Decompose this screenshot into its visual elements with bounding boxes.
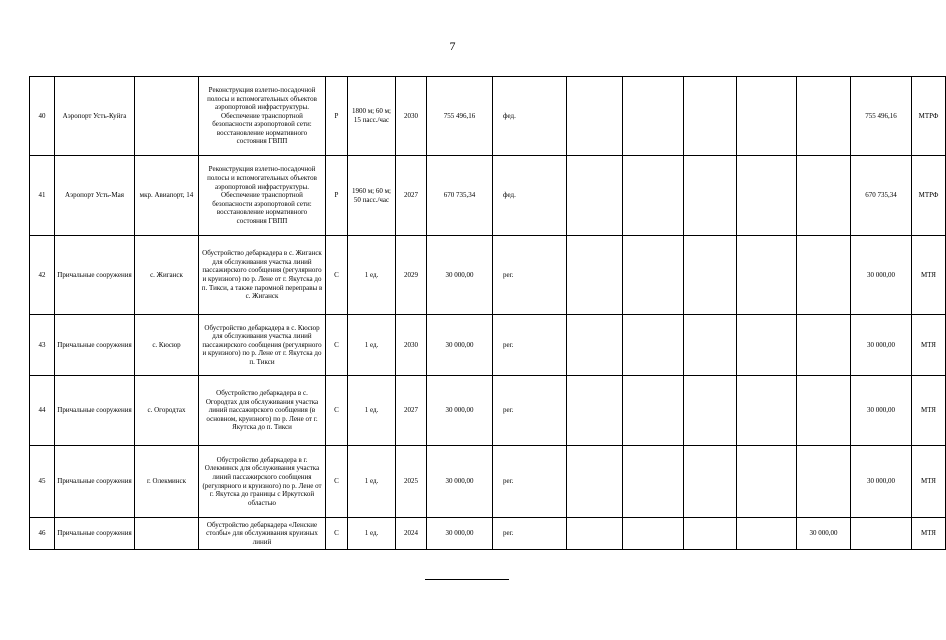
capacity-cell: 1800 м; 60 м; 15 пасс./час [348,77,396,156]
funding-column-d-cell [737,446,797,518]
funding-column-e-cell [797,446,851,518]
funding-column-c-cell [684,518,737,550]
funding-column-c-cell [684,446,737,518]
description-cell: Реконструкция взлетно-посадочной полосы и вспомогательных объектов аэропортовой инфраструктуры. Обеспечение транспортной безопасности аэропортовой сети: восстановление нормативного состояния ГВПП [199,77,326,156]
funding-column-e-cell [797,77,851,156]
capacity-cell: 1 ед. [348,518,396,550]
funding-column-e-cell: 30 000,00 [797,518,851,550]
funding-total-cell: 30 000,00 [851,315,912,376]
capacity-cell: 1 ед. [348,376,396,446]
work-type-cell: С [326,518,348,550]
funding-source-cell: рег. [493,376,567,446]
footnote-rule [425,579,509,580]
location-cell [135,518,199,550]
funding-total-cell: 755 496,16 [851,77,912,156]
funding-column-a-cell [567,236,623,315]
funding-column-b-cell [623,156,684,236]
funding-source-cell: фед. [493,77,567,156]
location-cell: мкр. Авиапорт, 14 [135,156,199,236]
funding-column-d-cell [737,236,797,315]
year-cell: 2024 [396,518,427,550]
object-name-cell: Аэропорт Усть-Куйга [55,77,135,156]
funding-column-e-cell [797,376,851,446]
row-number-cell: 44 [30,376,55,446]
description-cell: Реконструкция взлетно-посадочной полосы и вспомогательных объектов аэропортовой инфраструктуры. Обеспечение транспортной безопасности аэропортовой сети: восстановление нормативного состояния ГВПП [199,156,326,236]
table-row [30,236,946,315]
object-name-cell: Причальные сооружения [55,376,135,446]
location-cell [135,77,199,156]
funding-column-e-cell [797,156,851,236]
funding-column-a-cell [567,77,623,156]
cost-cell: 30 000,00 [427,518,493,550]
cost-cell: 755 496,16 [427,77,493,156]
funding-source-cell: фед. [493,156,567,236]
year-cell: 2025 [396,446,427,518]
table-row [30,376,946,446]
object-name-cell: Аэропорт Усть-Мая [55,156,135,236]
row-number-cell: 42 [30,236,55,315]
year-cell: 2029 [396,236,427,315]
year-cell: 2027 [396,156,427,236]
funding-source-cell: рег. [493,446,567,518]
row-number-cell: 41 [30,156,55,236]
funding-column-d-cell [737,518,797,550]
cost-cell: 30 000,00 [427,446,493,518]
funding-total-cell: 30 000,00 [851,376,912,446]
work-type-cell: Р [326,156,348,236]
location-cell: с. Кюсюр [135,315,199,376]
funding-total-cell: 30 000,00 [851,446,912,518]
row-number-cell: 45 [30,446,55,518]
funding-column-d-cell [737,315,797,376]
funding-column-b-cell [623,236,684,315]
page-number: 7 [449,39,456,53]
table-row [30,518,946,550]
object-name-cell: Причальные сооружения [55,518,135,550]
funding-column-a-cell [567,518,623,550]
responsible-agency-cell: МТЯ [912,315,946,376]
work-type-cell: С [326,446,348,518]
investment-projects-table [29,76,946,550]
work-type-cell: С [326,376,348,446]
funding-column-a-cell [567,446,623,518]
funding-column-d-cell [737,77,797,156]
object-name-cell: Причальные сооружения [55,315,135,376]
responsible-agency-cell: МТЯ [912,518,946,550]
responsible-agency-cell: МТЯ [912,446,946,518]
funding-total-cell: 670 735,34 [851,156,912,236]
funding-column-a-cell [567,376,623,446]
funding-column-d-cell [737,376,797,446]
location-cell: г. Олекминск [135,446,199,518]
cost-cell: 30 000,00 [427,315,493,376]
funding-column-d-cell [737,156,797,236]
funding-column-c-cell [684,376,737,446]
funding-column-e-cell [797,236,851,315]
year-cell: 2030 [396,77,427,156]
location-cell: с. Жиганск [135,236,199,315]
funding-column-c-cell [684,77,737,156]
responsible-agency-cell: МТРФ [912,156,946,236]
funding-column-c-cell [684,315,737,376]
cost-cell: 30 000,00 [427,236,493,315]
row-number-cell: 43 [30,315,55,376]
funding-source-cell: рег. [493,315,567,376]
funding-column-b-cell [623,315,684,376]
year-cell: 2027 [396,376,427,446]
table-row [30,156,946,236]
table-row [30,446,946,518]
row-number-cell: 46 [30,518,55,550]
funding-column-c-cell [684,156,737,236]
funding-source-cell: рег. [493,518,567,550]
funding-column-e-cell [797,315,851,376]
funding-column-c-cell [684,236,737,315]
funding-source-cell: рег. [493,236,567,315]
capacity-cell: 1 ед. [348,315,396,376]
responsible-agency-cell: МТЯ [912,236,946,315]
work-type-cell: С [326,315,348,376]
capacity-cell: 1 ед. [348,236,396,315]
object-name-cell: Причальные сооружения [55,236,135,315]
funding-column-b-cell [623,77,684,156]
description-cell: Обустройство дебаркадера в с. Жиганск для обслуживания участка линий пассажирского сообщения (регулярного и круизного) по р. Лене от г. Якутска до п. Тикси, а также паромной переправы в с. Жиганск [199,236,326,315]
object-name-cell: Причальные сооружения [55,446,135,518]
year-cell: 2030 [396,315,427,376]
cost-cell: 670 735,34 [427,156,493,236]
location-cell: с. Огородтах [135,376,199,446]
table-row [30,77,946,156]
description-cell: Обустройство дебаркадера «Ленские столбы» для обслуживания круизных линий [199,518,326,550]
funding-total-cell [851,518,912,550]
table-row [30,315,946,376]
funding-column-b-cell [623,518,684,550]
funding-column-b-cell [623,376,684,446]
work-type-cell: С [326,236,348,315]
funding-column-a-cell [567,156,623,236]
description-cell: Обустройство дебаркадера в г. Олекминск для обслуживания участка линий пассажирского сообщения (регулярного и круизного) по р. Лене от г. Якутска до границы с Иркутской областью [199,446,326,518]
row-number-cell: 40 [30,77,55,156]
work-type-cell: Р [326,77,348,156]
capacity-cell: 1960 м; 60 м; 50 пасс./час [348,156,396,236]
responsible-agency-cell: МТРФ [912,77,946,156]
cost-cell: 30 000,00 [427,376,493,446]
funding-total-cell: 30 000,00 [851,236,912,315]
description-cell: Обустройство дебаркадера в с. Кюсюр для обслуживания участка линий пассажирского сообщения (регулярного и круизного) по р. Лене от г. Якутска до п. Тикси [199,315,326,376]
funding-column-b-cell [623,446,684,518]
description-cell: Обустройство дебаркадера в с. Огородтах для обслуживания участка линий пассажирского сообщения (в основном, круизного) по р. Лене от г. Якутска до п. Тикси [199,376,326,446]
responsible-agency-cell: МТЯ [912,376,946,446]
capacity-cell: 1 ед. [348,446,396,518]
funding-column-a-cell [567,315,623,376]
